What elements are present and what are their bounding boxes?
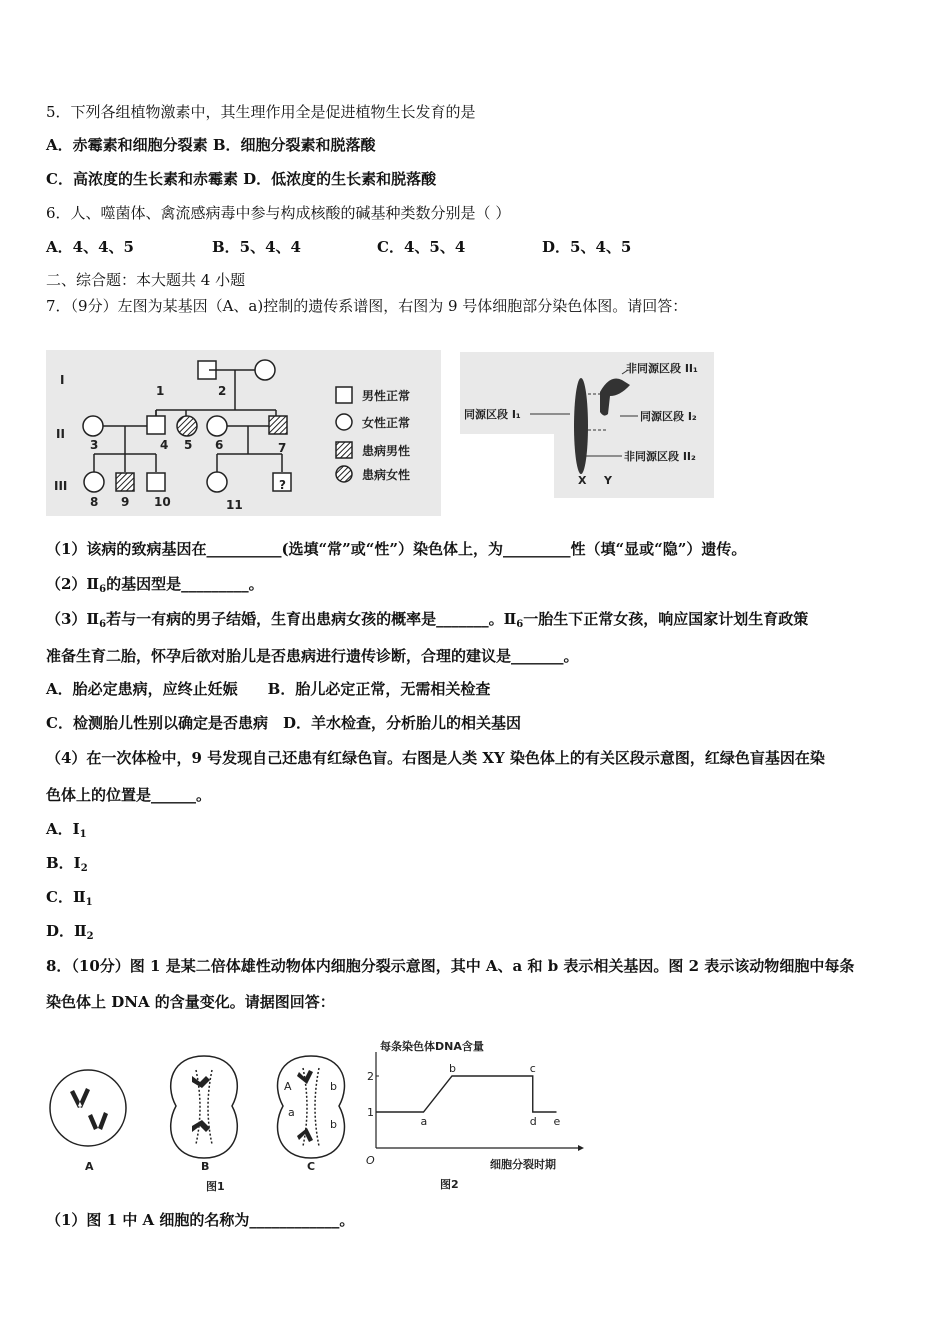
fig1-caption: 图1	[206, 1180, 225, 1193]
svg-text:b: b	[330, 1118, 337, 1131]
pedigree-female-2	[255, 360, 275, 380]
q7-option-a: A．$I_1$	[46, 820, 87, 840]
pedigree-male-4	[147, 416, 165, 434]
point-label-b: b	[449, 1062, 456, 1075]
chromosome-a1	[70, 1088, 90, 1108]
legend-female-normal-icon	[336, 414, 352, 430]
cell-a	[50, 1070, 126, 1146]
point-label-a: a	[420, 1115, 428, 1128]
id-11: 11	[226, 498, 243, 512]
section-heading: 二、综合题：本大题共 4 小题	[46, 271, 246, 289]
fig2-caption: 图2	[440, 1178, 459, 1191]
gen-label-2: II	[56, 427, 65, 441]
chart-ylabel: 每条染色体DNA含量	[380, 1040, 484, 1053]
chart-xlabel: 细胞分裂时期	[490, 1158, 556, 1171]
q7-part1: （1）该病的致病基因在__________(选填“常”或“性”）染色体上，为_________性（填“显或“隐”）遗传。	[46, 540, 747, 558]
q5-stem: 5．下列各组植物激素中，其生理作用全是促进植物生长发育的是	[46, 103, 476, 121]
pedigree-female-8	[84, 472, 104, 492]
q7-part4-cont: 色体上的位置是______。	[46, 786, 212, 804]
q8-stem-cont: 染色体上 DNA 的含量变化。请据图回答：	[46, 993, 335, 1011]
q7-part4: （4）在一次体检中，9 号发现自己还患有红绿色盲。右图是人类 XY 染色体上的有关区段示意图，红绿色盲基因在染	[46, 749, 825, 767]
id-8: 8	[90, 495, 99, 509]
point-label-c: c	[529, 1062, 536, 1075]
legend-male-normal: 男性正常	[362, 389, 411, 403]
q5-options-ab: A．赤霉素和细胞分裂素 B．细胞分裂素和脱落酸	[46, 136, 376, 154]
x-axis-arrow	[578, 1145, 584, 1151]
cell-division-figure	[46, 1048, 366, 1198]
pedigree-figure	[46, 350, 441, 516]
q7-option-c: C．$Ⅱ_1$	[46, 888, 93, 908]
cell-b	[171, 1056, 238, 1158]
label-x: X	[578, 474, 587, 487]
id-unknown: ?	[279, 478, 286, 492]
q7-part3-cont: 准备生育二胎，怀孕后欲对胎儿是否患病进行遗传诊断，合理的建议是_______。	[46, 647, 579, 665]
x-chromosome	[574, 378, 588, 474]
dna-content-chart	[366, 1036, 586, 1194]
q7-options-cd: C．检测胎儿性别以确定是否患病 D．羊水检查，分析胎儿的相关基因	[46, 714, 521, 732]
q7-part2: $(2)Ⅱ_6$的基因型是_________。	[46, 575, 264, 595]
q6-option-b: B．5、4、4	[212, 238, 301, 256]
svg-text:a: a	[288, 1106, 295, 1119]
pedigree-affected-female-5	[177, 416, 197, 436]
q8-stem: 8．（10分）图 1 是某二倍体雄性动物体内细胞分裂示意图，其中 A、a 和 b 表示相关基因。图 2 表示该动物细胞中每条	[46, 957, 855, 975]
y-tick-label-2: 2	[367, 1070, 374, 1083]
gen-label-3: III	[54, 479, 68, 493]
id-9: 9	[121, 495, 130, 509]
label-homologous-2: 同源区段 I₂	[640, 410, 697, 423]
id-3: 3	[90, 438, 99, 452]
chromosome-c2	[297, 1128, 313, 1142]
dna-content-line	[376, 1076, 557, 1112]
point-label-d: d	[529, 1115, 537, 1128]
y-tick-label-1: 1	[367, 1106, 374, 1119]
legend-affected-female: 患病女性	[362, 468, 411, 482]
label-homologous-1: 同源区段 I₁	[464, 408, 521, 421]
q6-option-d: D．5、4、5	[542, 238, 632, 256]
q7-part3: $(3)Ⅱ_6$若与一有病的男子结婚，生育出患病女孩的概率是_______。$Ⅱ_6$一胎生下正常女孩，响应国家计划生育政策	[46, 610, 809, 630]
legend-female-normal: 女性正常	[362, 416, 411, 430]
label-nonhomologous-1: 非同源区段 II₁	[626, 362, 698, 375]
q7-options-ab: A．胎必定患病，应终止妊娠 B．胎儿必定正常，无需相关检查	[46, 680, 491, 698]
q6-option-c: C．4、5、4	[377, 238, 466, 256]
cell-label-a: A	[85, 1160, 94, 1173]
point-label-e: e	[553, 1115, 561, 1128]
pedigree-affected-male-9	[116, 473, 134, 491]
label-y: Y	[604, 474, 612, 487]
q5-options-cd: C．高浓度的生长素和赤霉素 D．低浓度的生长素和脱落酸	[46, 170, 437, 188]
xy-chromosome-figure	[460, 352, 714, 498]
pedigree-male-10	[147, 473, 165, 491]
q6-option-a: A．4、4、5	[46, 238, 134, 256]
chromosome-a2	[88, 1112, 108, 1130]
chromosome-b2	[192, 1120, 210, 1132]
chromosome-b1	[192, 1076, 210, 1088]
pedigree-affected-male-7	[269, 416, 287, 434]
legend-male-normal-icon	[336, 387, 352, 403]
pedigree-female-6	[207, 416, 227, 436]
cell-label-b: B	[201, 1160, 210, 1173]
id-7: 7	[278, 441, 287, 455]
q8-part1: （1）图 1 中 A 细胞的名称为____________。	[46, 1211, 355, 1229]
legend-affected-female-icon	[336, 466, 352, 482]
id-4: 4	[160, 438, 169, 452]
cell-label-c: C	[307, 1160, 316, 1173]
id-2: 2	[218, 384, 227, 398]
id-5: 5	[184, 438, 193, 452]
svg-text:b: b	[330, 1080, 337, 1093]
label-nonhomologous-2: 非同源区段 II₂	[624, 450, 696, 463]
q7-option-d: D．$Ⅱ_2$	[46, 922, 94, 942]
pedigree-female-11	[207, 472, 227, 492]
id-1: 1	[156, 384, 165, 398]
id-10: 10	[154, 495, 171, 509]
legend-affected-male-icon	[336, 442, 352, 458]
q7-stem: 7．（9分）左图为某基因（A、a)控制的遗传系谱图，右图为 9 号体细胞部分染色体图。请回答：	[46, 297, 688, 315]
pedigree-female-3	[83, 416, 103, 436]
svg-text:A: A	[284, 1080, 292, 1093]
legend-affected-male: 患病男性	[362, 444, 411, 458]
gen-label-1: I	[60, 373, 65, 387]
chart-origin: O	[366, 1154, 375, 1167]
q6-stem: 6．人、噬菌体、禽流感病毒中参与构成核酸的碱基种类数分别是（ ）	[46, 204, 511, 222]
q7-option-b: B．$I_2$	[46, 854, 88, 874]
id-6: 6	[215, 438, 224, 452]
